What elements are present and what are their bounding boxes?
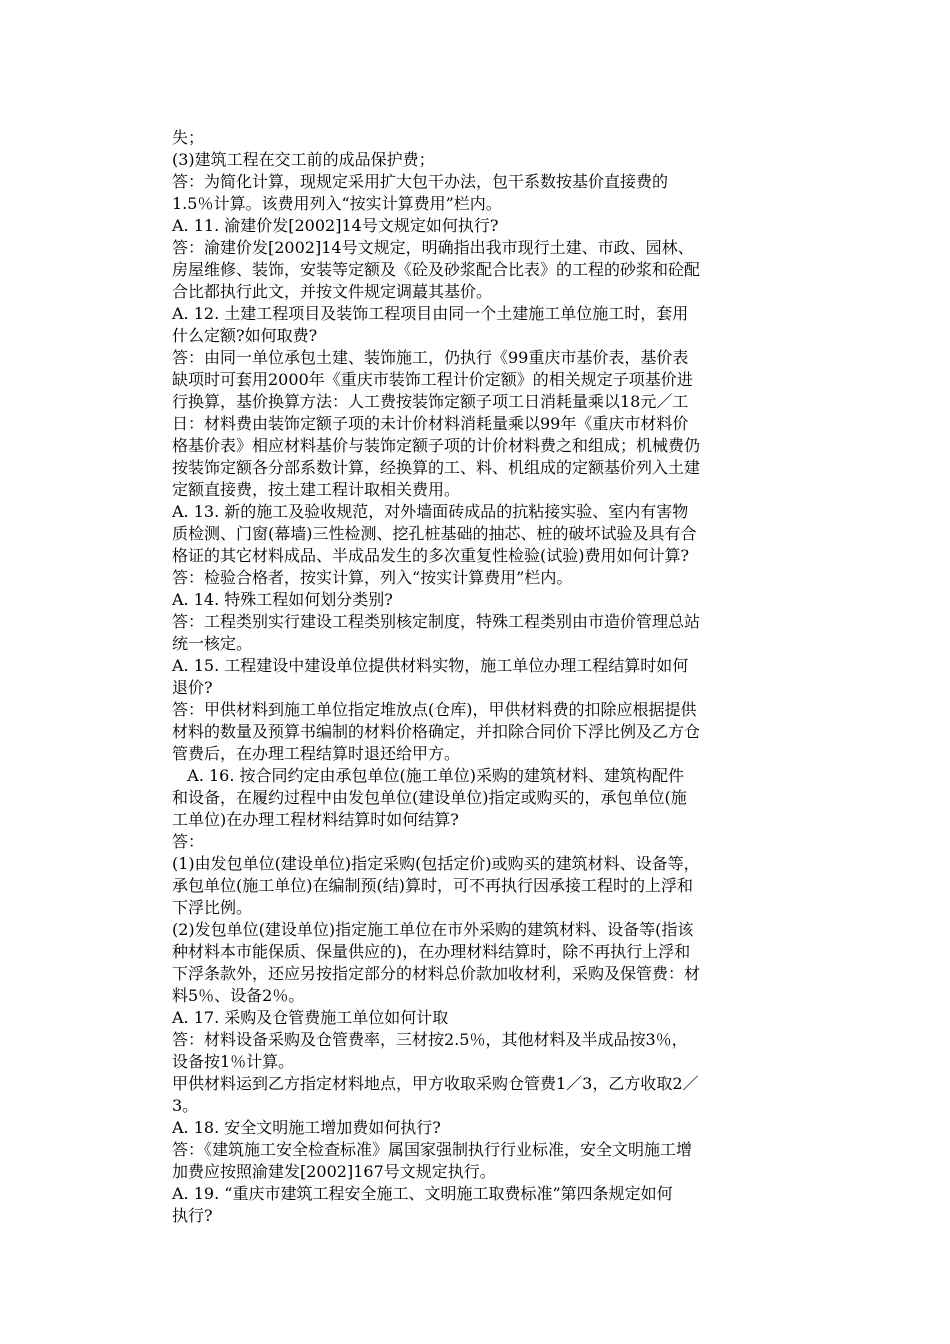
text-line: A. 11. 渝建价发[2002]14号文规定如何执行?	[172, 216, 499, 235]
text-line: 答：渝建价发[2002]14号文规定，明确指出我市现行土建、市政、园林、	[172, 238, 694, 257]
text-line: 答：为简化计算，现规定采用扩大包干办法，包干系数按基价直接费的	[172, 172, 669, 191]
text-line: 日：材料费由装饰定额子项的未计价材料消耗量乘以99年《重庆市材料价	[172, 414, 689, 433]
text-line: 答：甲供材料到施工单位指定堆放点(仓库)，甲供材料费的扣除应根据提供	[172, 700, 697, 719]
text-line: (1)由发包单位(建设单位)指定采购(包括定价)或购买的建筑材料、设备等，	[172, 854, 700, 873]
text-line: A. 13. 新的施工及验收规范，对外墙面砖成品的抗粘接实验、室内有害物	[172, 502, 689, 521]
text-line: A. 12. 土建工程项目及装饰工程项目由同一个土建施工单位施工时，套用	[172, 304, 689, 323]
text-line: A. 16. 按合同约定由承包单位(施工单位)采购的建筑材料、建筑构配件	[172, 766, 685, 785]
text-line: 行换算，基价换算方法：人工费按装饰定额子项工日消耗量乘以18元／工	[172, 392, 689, 411]
text-line: 答：工程类别实行建设工程类别核定制度，特殊工程类别由市造价管理总站	[172, 612, 701, 631]
text-line: 统一核定。	[172, 634, 253, 653]
text-line: 执行?	[172, 1206, 213, 1225]
text-line: 工单位)在办理工程材料结算时如何结算?	[172, 810, 459, 829]
text-line: (3)建筑工程在交工前的成品保护费；	[172, 150, 435, 169]
text-line: 合比都执行此文，并按文件规定调蕞其基价。	[172, 282, 493, 301]
text-line: 加费应按照渝建发[2002]167号文规定执行。	[172, 1162, 496, 1181]
text-line: 格证的其它材料成品、半成品发生的多次重复性检验(试验)费用如何计算?	[172, 546, 690, 565]
text-line: 答：	[172, 832, 205, 851]
text-line: 房屋维修、装饰，安装等定额及《砼及砂浆配合比表》的工程的砂浆和砼配	[172, 260, 701, 279]
text-line: 质检测、门窗(幕墙)三性检测、挖孔桩基础的抽芯、桩的破坏试验及具有合	[172, 524, 697, 543]
text-line: 设备按1％计算。	[172, 1052, 295, 1071]
text-line: 缺项时可套用2000年《重庆市装饰工程计价定额》的相关规定子项基价进	[172, 370, 693, 389]
document-page	[172, 127, 812, 1227]
text-line: 承包单位(施工单位)在编制预(结)算时，可不再执行因承接工程时的上浮和	[172, 876, 693, 895]
text-line: 按装饰定额各分部系数计算，经换算的工、料、机组成的定额基价列入土建	[172, 458, 701, 477]
text-line: 答：《建筑施工安全检查标准》属国家强制执行行业标准，安全文明施工增	[172, 1140, 693, 1159]
text-line: 3。	[172, 1096, 199, 1115]
text-line: 种材料本市能保质、保量供应的)，在办理材料结算时，除不再执行上浮和	[172, 942, 691, 961]
text-line: 格基价表》相应材料基价与装饰定额子项的计价材料费之和组成；机械费仍	[172, 436, 701, 455]
text-line: 答：由同一单位承包土建、装饰施工，仍执行《99重庆市基价表，基价表	[172, 348, 689, 367]
text-line: 定额直接费，按土建工程计取相关费用。	[172, 480, 461, 499]
text-line: (2)发包单位(建设单位)指定施工单位在市外采购的建筑材料、设备等(指该	[172, 920, 694, 939]
text-line: 料5％、设备2％。	[172, 986, 305, 1005]
text-line: 失；	[172, 128, 205, 147]
text-line: 答：检验合格者，按实计算，列入“按实计算费用”栏内。	[172, 568, 573, 587]
text-line: 下浮条款外，还应另按指定部分的材料总价款加收材利，采购及保管费：材	[172, 964, 701, 983]
text-line: 甲供材料运到乙方指定材料地点，甲方收取采购仓管费1／3，乙方收取2／	[172, 1074, 699, 1093]
text-line: A. 14. 特殊工程如何划分类别?	[172, 590, 393, 609]
text-line: A. 15. 工程建设中建设单位提供材料实物，施工单位办理工程结算时如何	[172, 656, 689, 675]
text-line: 下浮比例。	[172, 898, 253, 917]
text-line: 什么定额?如何取费?	[172, 326, 318, 345]
text-line: A. 17. 采购及仓管费施工单位如何计取	[172, 1008, 449, 1027]
text-line: 管费后，在办理工程结算时退还给甲方。	[172, 744, 461, 763]
text-line: A. 18. 安全文明施工增加费如何执行?	[172, 1118, 441, 1137]
text-line: A. 19. “重庆市建筑工程安全施工、文明施工取费标准”第四条规定如何	[172, 1184, 673, 1203]
text-line: 答：材料设备采购及仓管费率，三材按2.5％，其他材料及半成品按3％，	[172, 1030, 688, 1049]
text-line: 材料的数量及预算书编制的材料价格确定，并扣除合同价下浮比例及乙方仓	[172, 722, 701, 741]
text-line: 和设备，在履约过程中由发包单位(建设单位)指定或购买的，承包单位(施	[172, 788, 687, 807]
text-line: 1.5％计算。该费用列入“按实计算费用”栏内。	[172, 194, 502, 213]
text-line: 退价?	[172, 678, 213, 697]
